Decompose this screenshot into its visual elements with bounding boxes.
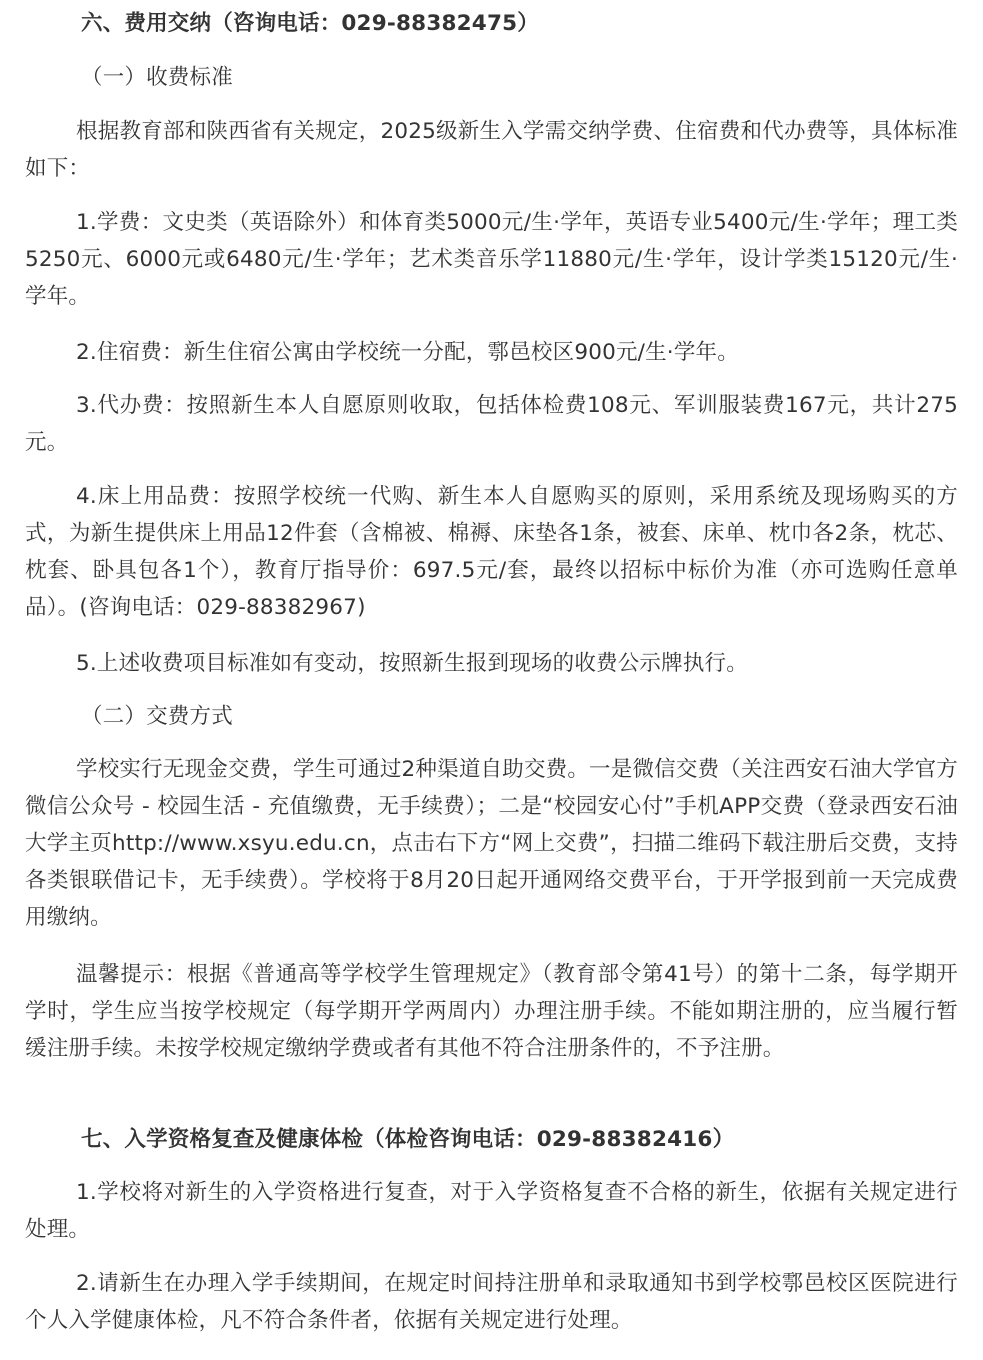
registration-tip-paragraph: 温馨提示：根据《普通高等学校学生管理规定》（教育部令第41号）的第十二条，每学期开学时，学生应当按学校规定（每学期开学两周内）办理注册手续。不能如期注册的，应当履行暂缓注册手续。未按学校规定缴纳学费或者有其他不符合注册条件的，不予注册。 [25,962,958,1061]
section-7-heading: 七、入学资格复查及健康体检（体检咨询电话：029-88382416） [81,1127,735,1152]
agency-fee-paragraph: 3.代办费：按照新生本人自愿原则收取，包括体检费108元、军训服装费167元，共计275元。 [25,393,958,455]
eligibility-review-paragraph: 1.学校将对新生的入学资格进行复查，对于入学资格复查不合格的新生，依据有关规定进行处理。 [25,1180,958,1242]
health-check-paragraph: 2.请新生在办理入学手续期间，在规定时间持注册单和录取通知书到学校鄠邑校区医院进行个人入学健康体检，凡不符合条件者，依据有关规定进行处理。 [25,1271,958,1333]
payment-method-paragraph: 学校实行无现金交费，学生可通过2种渠道自助交费。一是微信交费（关注西安石油大学官方微信公众号 - 校园生活 - 充值缴费，无手续费）；二是“校园安心付”手机APP交费（登录西安石油大学主页http://www.xsyu.edu.cn，点击右下方“网上交费”，扫描二维码下载注册后交费，支持各类银联借记卡，无手续费）。学校将于8月20日起开通网络交费平台，于开学报到前一天完成费用缴纳。 [25,757,958,930]
fee-change-paragraph: 5.上述收费项目标准如有变动，按照新生报到现场的收费公示牌执行。 [76,651,748,676]
tuition-paragraph: 1.学费：文史类（英语除外）和体育类5000元/生·学年，英语专业5400元/生·学年；理工类5250元、6000元或6480元/生·学年；艺术类音乐学11880元/生·学年，设计学类15120元/生·学年。 [25,210,958,309]
section-6-heading: 六、费用交纳（咨询电话：029-88382475） [81,11,539,36]
accommodation-paragraph: 2.住宿费：新生住宿公寓由学校统一分配，鄠邑校区900元/生·学年。 [76,340,739,365]
section-6-subheading-payment-method: （二）交费方式 [81,704,233,729]
bedding-fee-paragraph: 4.床上用品费：按照学校统一代购、新生本人自愿购买的原则，采用系统及现场购买的方式，为新生提供床上用品12件套（含棉被、棉褥、床垫各1条，被套、床单、枕巾各2条，枕芯、枕套、卧具包各1个），教育厅指导价：697.5元/套，最终以招标中标价为准（亦可选购任意单品）。(咨询电话：029-88382967) [25,484,958,620]
section-6-subheading-fee-standard: （一）收费标准 [81,65,233,90]
fee-intro-paragraph: 根据教育部和陕西省有关规定，2025级新生入学需交纳学费、住宿费和代办费等，具体标准如下： [25,119,958,181]
